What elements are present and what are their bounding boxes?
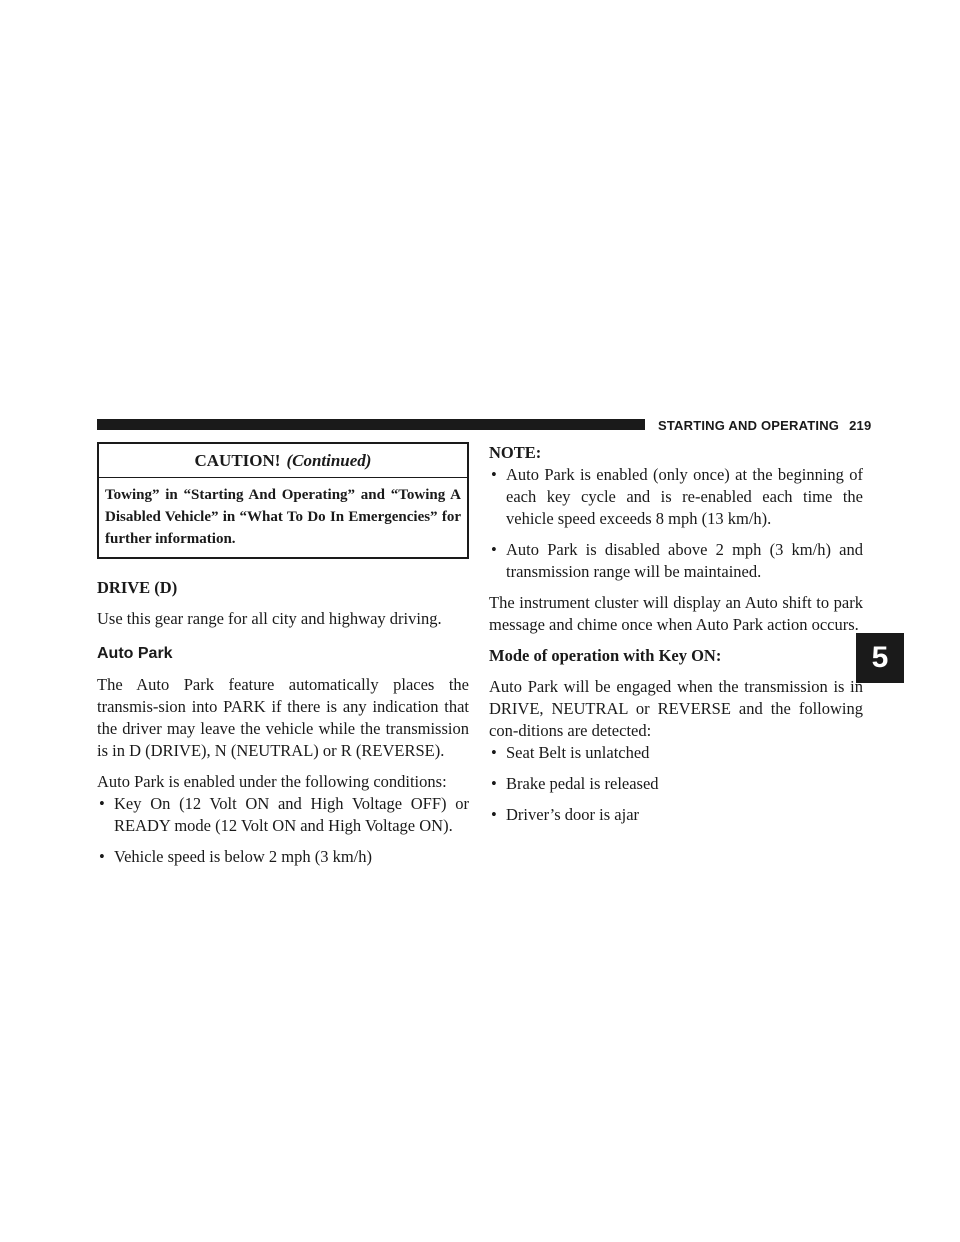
- list-item: • Driver’s door is ajar: [489, 804, 863, 826]
- auto-park-text: The Auto Park feature automatically places the transmis-sion into PARK if there is any indication that the driver may leave the vehicle while the transmission is in D (DRIVE), N (NEUTRAL) or R (REVERSE).: [97, 675, 469, 760]
- running-header: [658, 418, 871, 433]
- drive-text: Use this gear range for all city and highway driving.: [97, 609, 442, 628]
- caution-body: Towing” in “Starting And Operating” and “Towing A Disabled Vehicle” in “What To Do In Emergencies” for further information.: [105, 487, 461, 547]
- list-item: • Auto Park is enabled (only once) at the beginning of each key cycle and is re-enabled each time the vehicle speed exceeds 8 mph (13 km/h).: [489, 464, 863, 530]
- caution-title: CAUTION!: [194, 451, 281, 470]
- list-item: • Key On (12 Volt ON and High Voltage OFF) or READY mode (12 Volt ON and High Voltage ON).: [97, 793, 469, 837]
- caution-continued: (Continued): [286, 451, 372, 470]
- note-heading: NOTE:: [489, 443, 542, 462]
- right-column: [489, 442, 863, 826]
- list-item: • Auto Park is disabled above 2 mph (3 km/h) and transmission range will be maintained.: [489, 539, 863, 583]
- enabled-intro: Auto Park is enabled under the following conditions:: [97, 772, 447, 791]
- caution-box: [97, 442, 469, 559]
- mode-text: Auto Park will be engaged when the transmission is in DRIVE, NEUTRAL or REVERSE and the following con-ditions are detected:: [489, 677, 863, 740]
- list-item: • Brake pedal is released: [489, 773, 863, 795]
- page-number: 219: [849, 418, 872, 433]
- header-bar: [97, 419, 645, 430]
- enabled-conditions-list: [97, 793, 469, 868]
- cluster-text: The instrument cluster will display an Auto shift to park message and chime once when Auto Park action occurs.: [489, 593, 863, 634]
- chapter-tab: 5: [856, 633, 904, 683]
- mode-heading: Mode of operation with Key ON:: [489, 646, 722, 665]
- auto-park-heading: Auto Park: [97, 645, 173, 662]
- list-item: • Vehicle speed is below 2 mph (3 km/h): [97, 846, 469, 868]
- section-title: STARTING AND OPERATING: [658, 418, 840, 433]
- note-list: [489, 464, 863, 583]
- caution-header: [99, 444, 467, 478]
- list-item: • Seat Belt is unlatched: [489, 742, 863, 764]
- drive-heading: DRIVE (D): [97, 578, 178, 597]
- detected-conditions-list: [489, 742, 863, 826]
- left-column: [97, 442, 469, 868]
